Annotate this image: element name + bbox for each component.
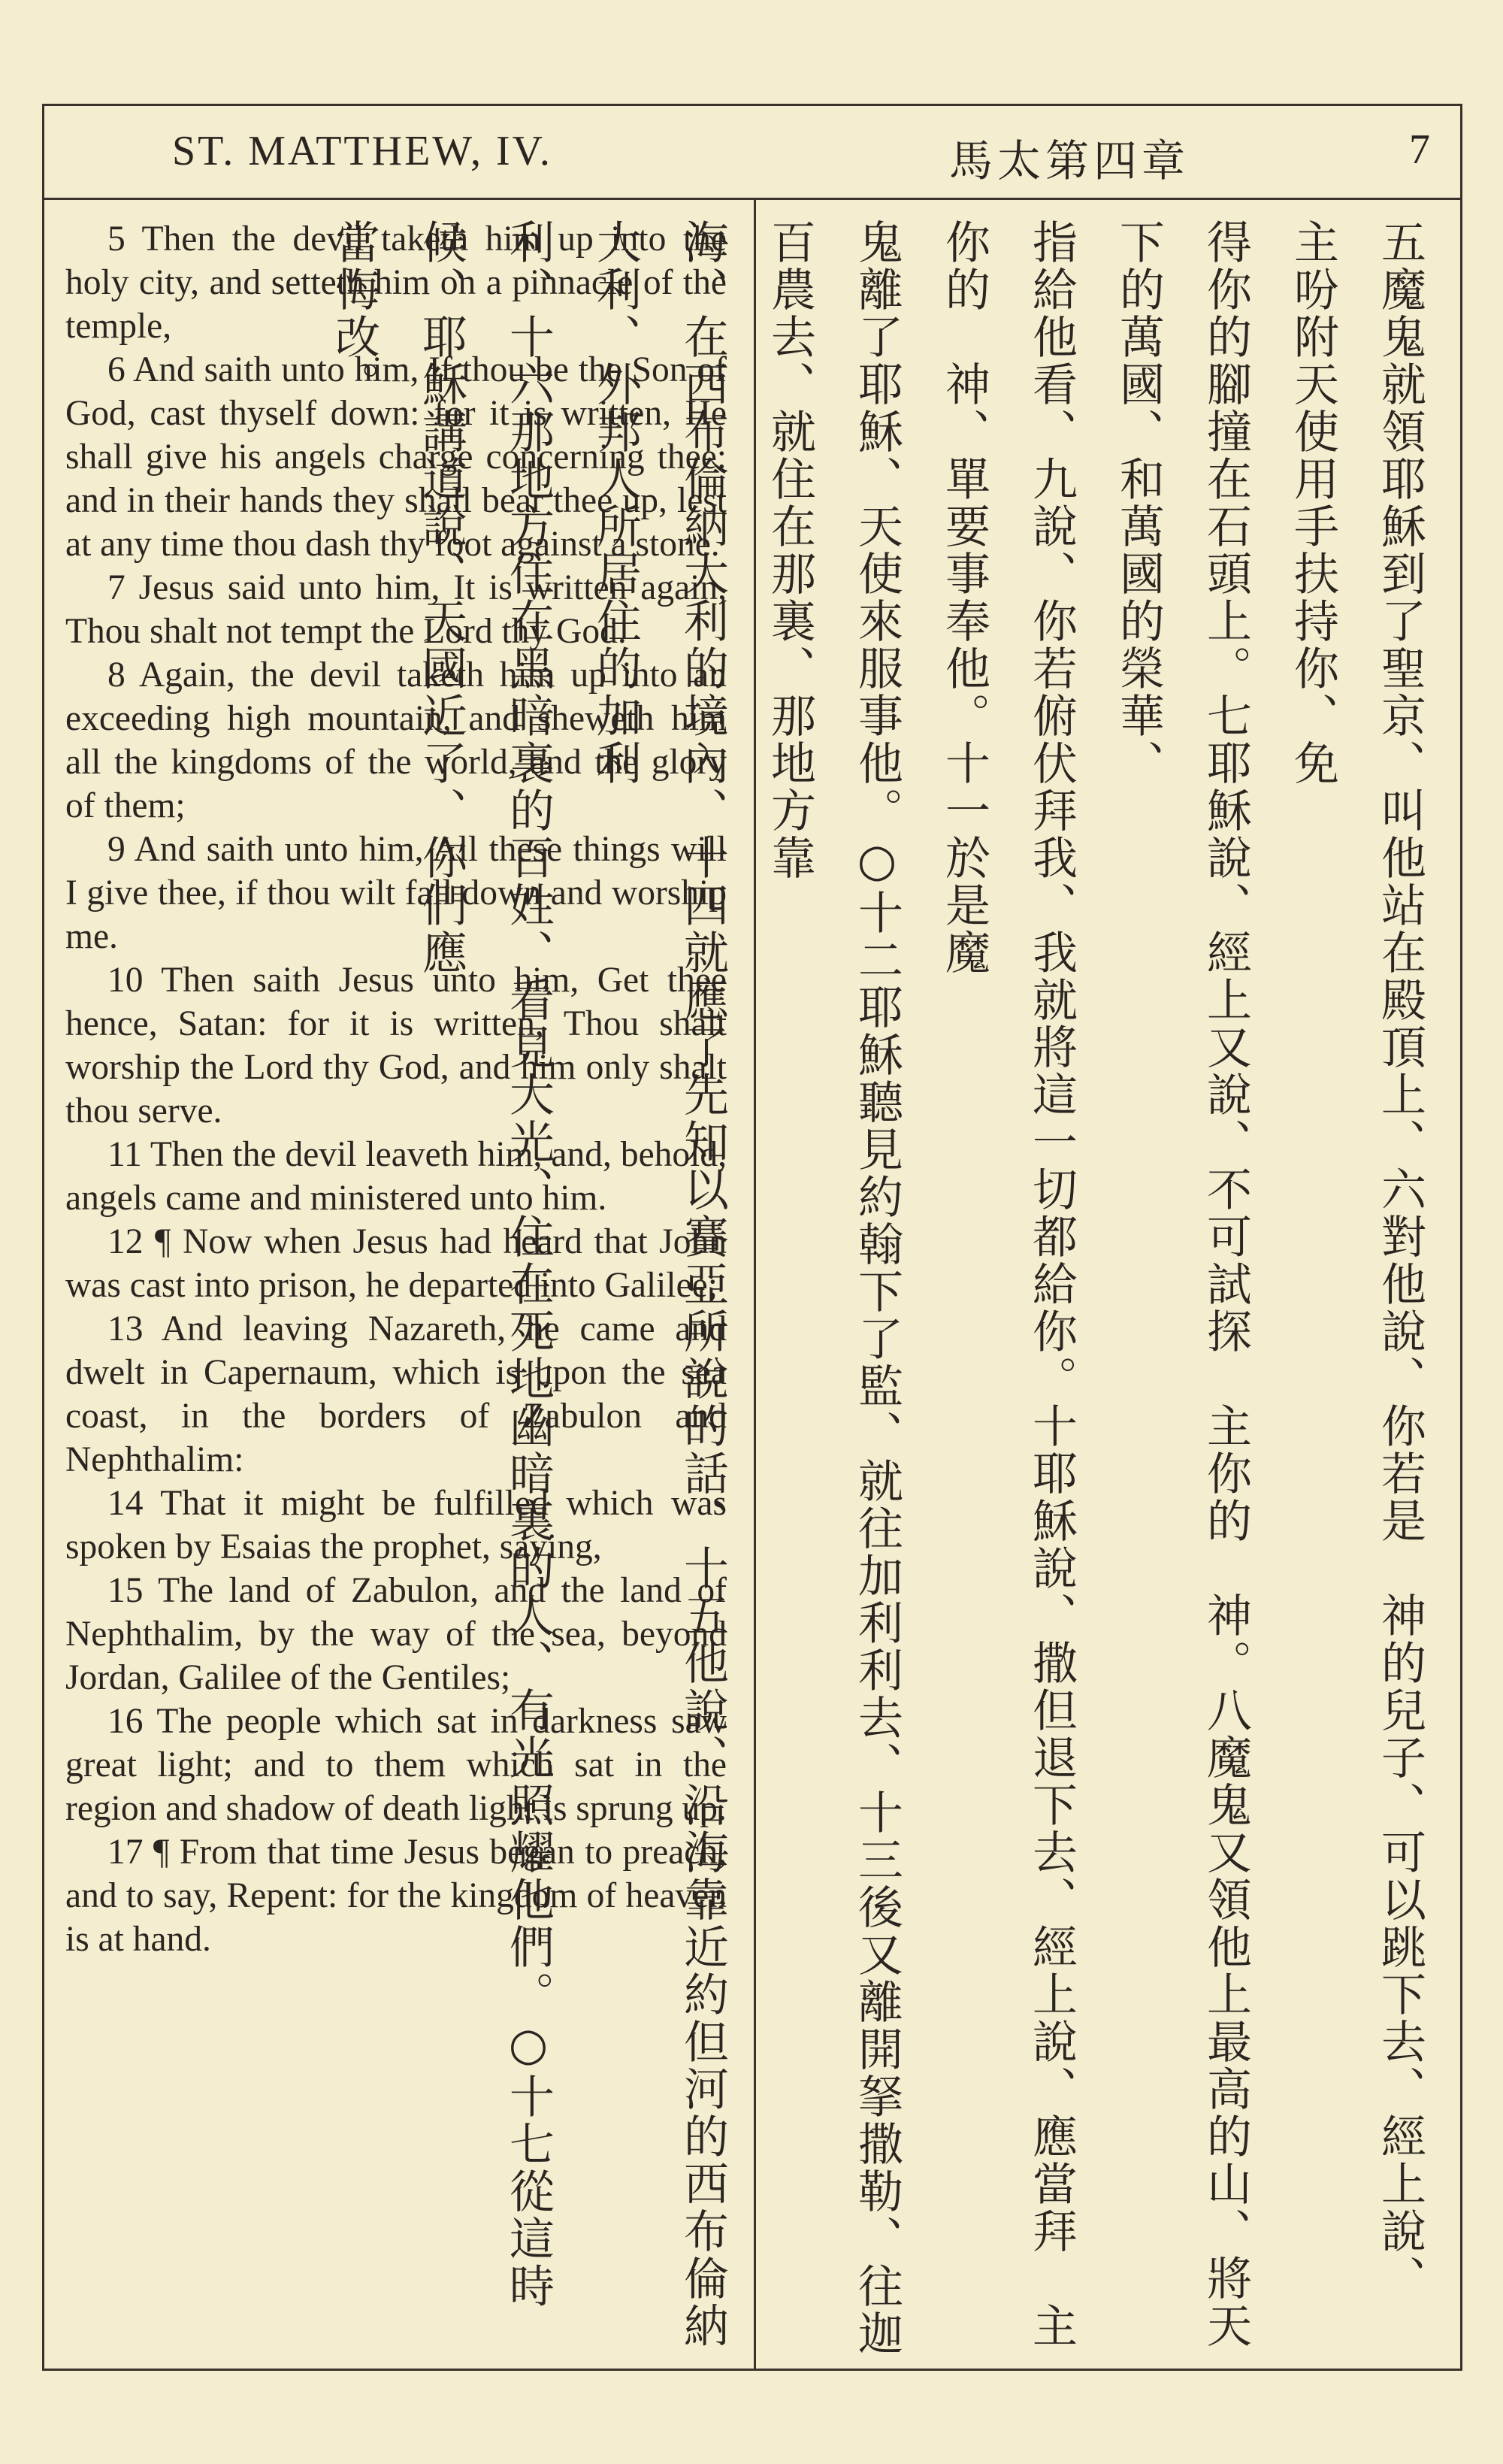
- chinese-line-2: 得你的腳撞在石頭上。七耶穌說、經上又說、不可試探 主你的 神。八魔鬼又領他上最高的山、將天下的萬國、和萬國的榮華、: [1112, 219, 1252, 2350]
- chinese-line-6: 利、十六那地方住在黑暗裏的百姓、看見大光、住在死地幽暗裏的人、有光照耀他們。○十七從這時候、耶穌講道說、天國近了、你們應: [415, 219, 555, 2310]
- chinese-line-3: 指給他看、九說、你若俯伏拜我、我就將這一切都給你。十耶穌說、撒但退下去、經上說、應當拜 主你的 神、單要事奉他。十一於是魔: [938, 219, 1078, 2350]
- chinese-running-title: 馬太第四章: [948, 135, 1190, 186]
- verse-6: 6 And saith unto him, If thou be the Son of God, cast thyself down: for it is written, He shall give his angels charge concerning thee: and in their hands they shall bear thee up, lest at any time thou dash thy foot against a stone.: [65, 350, 727, 564]
- verse-15: 15 The land of Zabulon, and the land of Nephthalim, by the way of the sea, beyond Jordan, Galilee of the Gentiles;: [65, 1571, 727, 1697]
- running-title: ST. MATTHEW, IV.: [172, 128, 552, 174]
- chinese-line-7: 當悔改。: [328, 219, 380, 408]
- verse-7: 7 Jesus said unto him, It is written again, Thou shalt not tempt the Lord thy God.: [65, 568, 727, 651]
- verse-14: 14 That it might be fulfilled which was spoken by Esaias the prophet, saying,: [65, 1484, 727, 1566]
- page-header: [44, 106, 1460, 200]
- verse-16: 16 The people which sat in darkness saw great light; and to them which sat in the region and shadow of death light is sprung up.: [65, 1702, 727, 1828]
- verse-12: 12 ¶ Now when Jesus had heard that John was cast into prison, he departed into Galilee;: [65, 1222, 727, 1305]
- chinese-line-4: 鬼離了耶穌、天使來服事他。○十二耶穌聽見約翰下了監、就往加利利去、十三後又離開拏撒勒、往迦百農去、就住在那裏、那地方靠: [764, 219, 903, 2357]
- verse-5: 5 Then the devil taketh him up into the holy city, and setteth him on a pinnacle of the temple,: [65, 219, 727, 346]
- verse-11: 11 Then the devil leaveth him, and, behold, angels came and ministered unto him.: [65, 1135, 727, 1218]
- chinese-line-5: 海、在西布倫納大利的境內、十四就應了先知以賽亞所說的話、十五他說、沿海靠近約但河的西布倫納大利、外邦人所居住的加利: [589, 219, 729, 2350]
- verse-10: 10 Then saith Jesus unto him, Get thee hence, Satan: for it is written, Thou shalt worship the Lord thy God, and him only shalt thou serve.: [65, 961, 727, 1131]
- verse-9: 9 And saith unto him, All these things will I give thee, if thou wilt fall down and worship me.: [65, 830, 727, 956]
- page-number: 7: [1409, 126, 1430, 173]
- chinese-line-1: 五魔鬼就領耶穌到了聖京、叫他站在殿頂上、六對他說、你若是 神的兒子、可以跳下去、經上說、 主吩附天使用手扶持你、免: [1287, 219, 1426, 2327]
- verse-8: 8 Again, the devil taketh him up into an exceeding high mountain, and sheweth him all the kingdoms of the world, and the glory of them;: [65, 655, 727, 825]
- verse-17: 17 ¶ From that time Jesus began to preach, and to say, Repent: for the kingdom of heaven is at hand.: [65, 1833, 727, 1959]
- verse-13: 13 And leaving Nazareth, he came and dwelt in Capernaum, which is upon the sea coast, in the borders of Zabulon and Nephthalim:: [65, 1309, 727, 1479]
- page-frame: [42, 104, 1462, 2371]
